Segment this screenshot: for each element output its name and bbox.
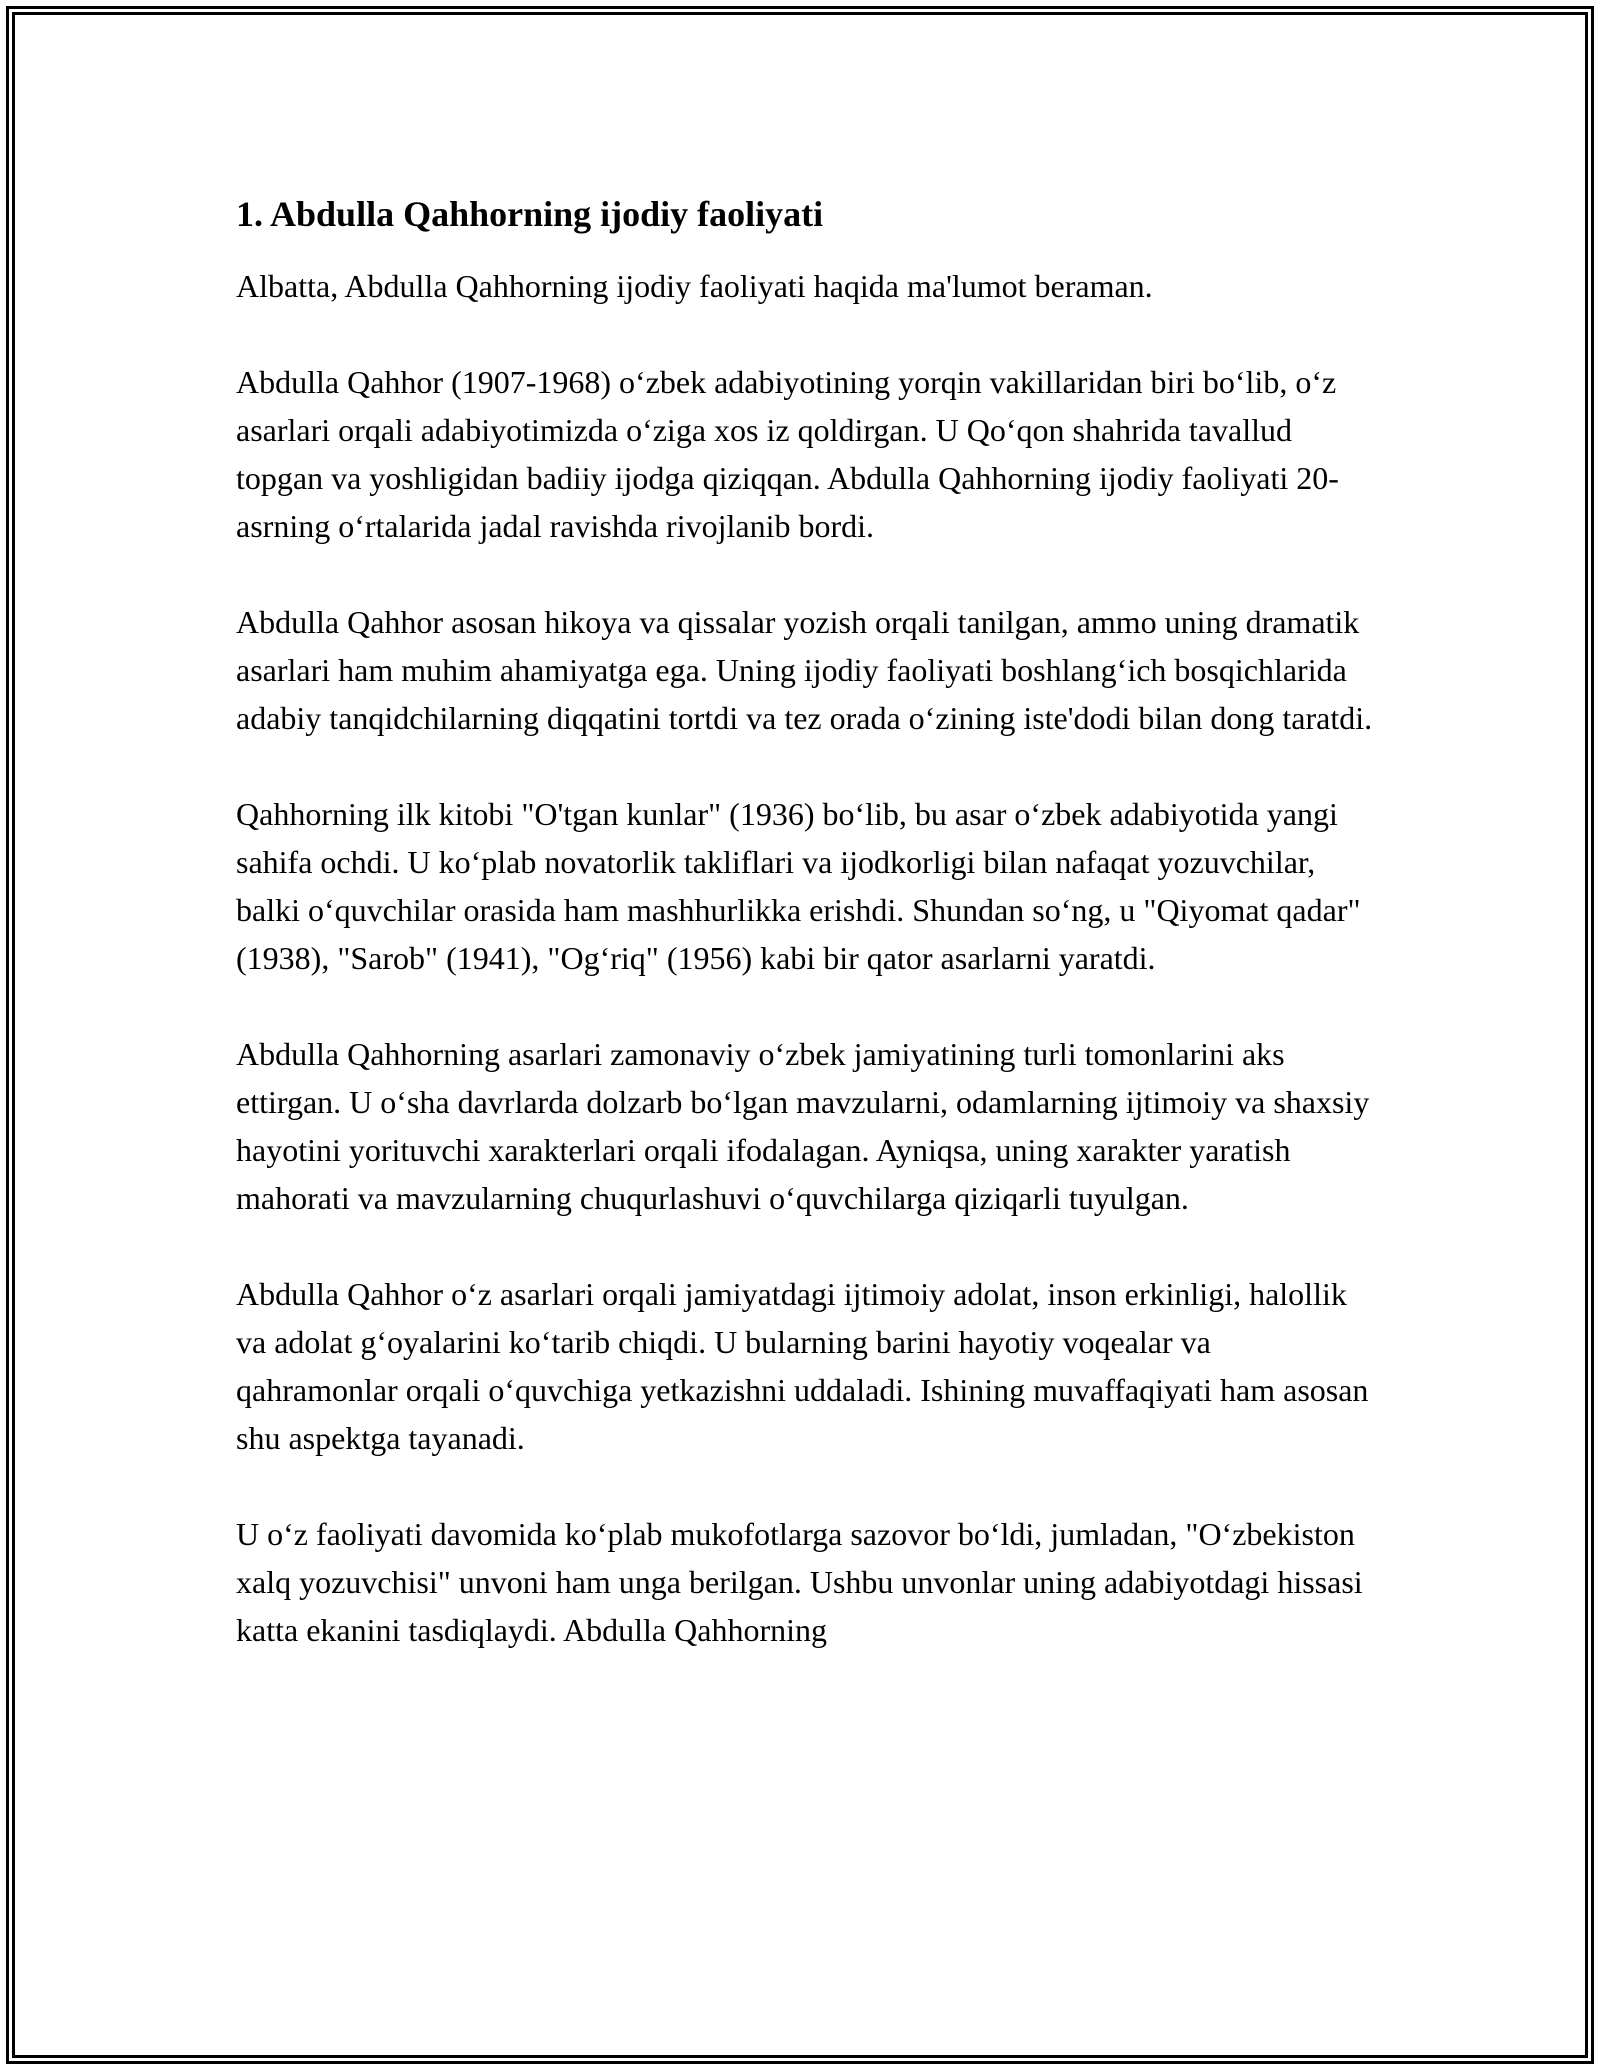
section-heading: 1. Abdulla Qahhorning ijodiy faoliyati xyxy=(236,194,824,234)
paragraph-ideas: Abdulla Qahhor o‘z asarlari orqali jamiyatdagi ijtimoiy adolat, inson erkinligi, halollik va adolat g‘oyalarini ko‘tarib chiqdi. U bularning barini hayotiy voqealar va qahramonlar orqali o‘quvchiga yetkazishni uddaladi. Ishining muvaffaqiyati ham asosan shu aspektga tayanadi. xyxy=(236,1276,1369,1456)
paragraph-first-book: Qahhorning ilk kitobi "O'tgan kunlar" (1936) bo‘lib, bu asar o‘zbek adabiyotida yangi sahifa ochdi. U ko‘plab novatorlik takliflari va ijodkorligi bilan nafaqat yozuvchilar, balki o‘quvchilar orasida ham mashhurlikka erishdi. Shundan so‘ng, u "Qiyomat qadar" (1938), "Sarob" (1941), "Og‘riq" (1956) kabi bir qator asarlarni yaratdi. xyxy=(236,796,1361,976)
paragraph-intro: Albatta, Abdulla Qahhorning ijodiy faoliyati haqida ma'lumot beraman. xyxy=(236,268,1153,304)
paragraph-themes: Abdulla Qahhorning asarlari zamonaviy o‘zbek jamiyatining turli tomonlarini aks ettirgan. U o‘sha davrlarda dolzarb bo‘lgan mavzularni, odamlarning ijtimoiy va shaxsiy hayotini yorituvchi xarakterlari orqali ifodalagan. Ayniqsa, uning xarakter yaratish mahorati va mavzularning chuqurlashuvi o‘quvchilarga qiziqarli tuyulgan. xyxy=(236,1036,1370,1216)
document-body xyxy=(236,186,1376,1702)
paragraph-biography: Abdulla Qahhor (1907-1968) o‘zbek adabiyotining yorqin vakillaridan biri bo‘lib, o‘z asarlari orqali adabiyotimizda o‘ziga xos iz qoldirgan. U Qo‘qon shahrida tavallud topgan va yoshligidan badiiy ijodga qiziqqan. Abdulla Qahhorning ijodiy faoliyati 20-asrning o‘rtalarida jadal ravishda rivojlanib bordi. xyxy=(236,364,1339,544)
paragraph-genres: Abdulla Qahhor asosan hikoya va qissalar yozish orqali tanilgan, ammo uning dramatik asarlari ham muhim ahamiyatga ega. Uning ijodiy faoliyati boshlang‘ich bosqichlarida adabiy tanqidchilarning diqqatini tortdi va tez orada o‘zining iste'dodi bilan dong taratdi. xyxy=(236,604,1373,736)
paragraph-awards: U o‘z faoliyati davomida ko‘plab mukofotlarga sazovor bo‘ldi, jumladan, "O‘zbekiston xalq yozuvchisi" unvoni ham unga berilgan. Ushbu unvonlar uning adabiyotdagi hissasi katta ekanini tasdiqlaydi. Abdulla Qahhorning xyxy=(236,1516,1363,1648)
